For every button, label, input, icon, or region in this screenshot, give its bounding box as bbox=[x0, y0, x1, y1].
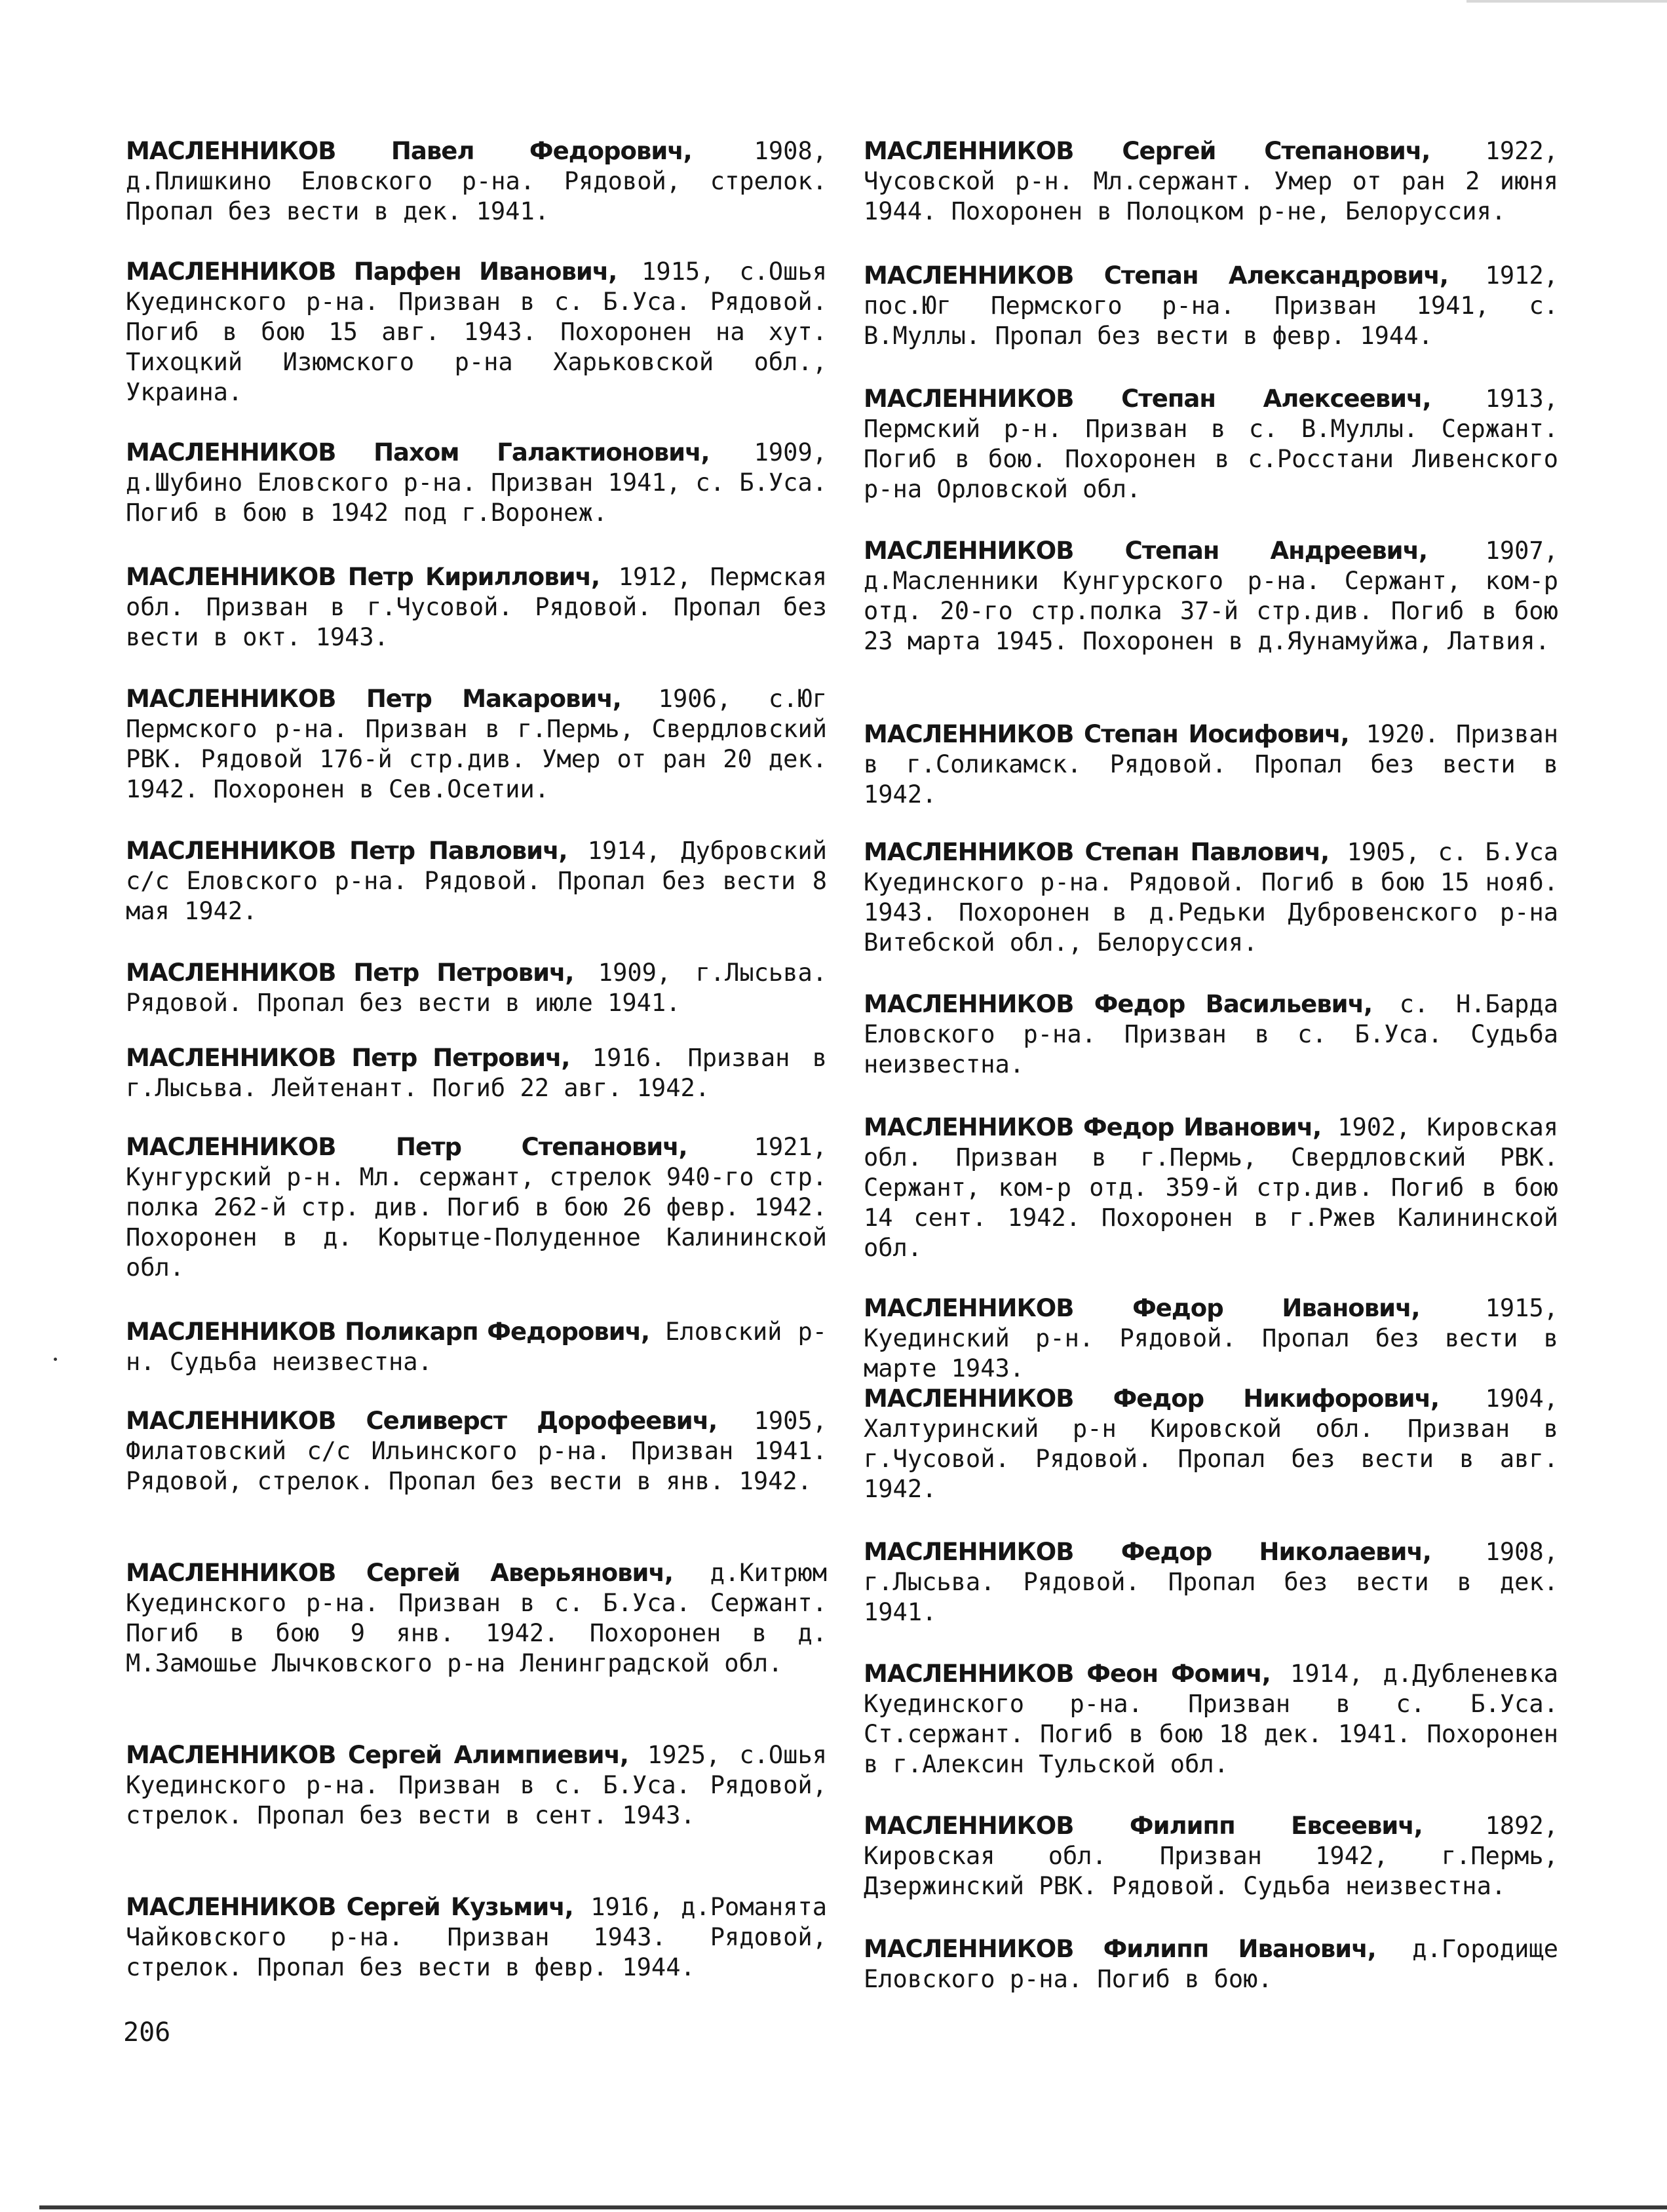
entry bbox=[126, 1740, 827, 1831]
entry bbox=[864, 1537, 1558, 1628]
entry-text: 1913, Пермский р-н. Призван в с. В.Муллы. Сержант. Погиб в бою. Похоронен в с.Росстани Ливенского р-на Орловской обл. bbox=[864, 385, 1558, 503]
bottom-edge-rule bbox=[39, 2205, 1667, 2209]
entry-name: МАСЛЕННИКОВ Степан Алексеевич, bbox=[864, 385, 1431, 413]
entry-name: МАСЛЕННИКОВ Федор Иванович, bbox=[864, 1294, 1420, 1322]
entry-name: МАСЛЕННИКОВ Федор Васильевич, bbox=[864, 990, 1373, 1018]
entry-name: МАСЛЕННИКОВ Степан Павлович, bbox=[864, 838, 1330, 866]
entry-name: МАСЛЕННИКОВ Селиверст Дорофеевич, bbox=[126, 1407, 718, 1435]
top-edge-rule bbox=[1466, 0, 1667, 3]
entry-text: 1915, Куединский р-н. Рядовой. Пропал без вести в марте 1943. bbox=[864, 1294, 1559, 1382]
entry bbox=[864, 719, 1558, 810]
entry bbox=[126, 958, 827, 1018]
entry-name: МАСЛЕННИКОВ Павел Федорович, bbox=[126, 137, 692, 165]
entry-name: МАСЛЕННИКОВ Петр Петрович, bbox=[126, 959, 574, 987]
entry bbox=[864, 1293, 1558, 1384]
entry bbox=[864, 536, 1558, 657]
entry bbox=[864, 837, 1558, 958]
entry bbox=[864, 384, 1558, 505]
entry-name: МАСЛЕННИКОВ Петр Павлович, bbox=[126, 837, 567, 865]
entry-text: 1916, д.Романята Чайковского р-на. Призван 1943. Рядовой, стрелок. Пропал без вести в февр. 1944. bbox=[126, 1893, 827, 1981]
entry-text: 1921, Кунгурский р-н. Мл. сержант, стрелок 940-го стр. полка 262-й стр. див. Погиб в бою 26 февр. 1942. Похоронен в д. Корытце-Полуденное Калининской обл. bbox=[126, 1133, 828, 1282]
entry-text: 1912, пос.Юг Пермского р-на. Призван 1941, с. В.Муллы. Пропал без вести в февр. 1944. bbox=[864, 261, 1559, 350]
entry bbox=[126, 1043, 827, 1103]
entry-text: 1905, Филатовский с/с Ильинского р-на. Призван 1941. Рядовой, стрелок. Пропал без вести в янв. 1942. bbox=[126, 1407, 827, 1495]
entry bbox=[126, 438, 827, 528]
entry-name: МАСЛЕННИКОВ Федор Иванович, bbox=[864, 1113, 1322, 1141]
entry-name: МАСЛЕННИКОВ Парфен Иванович, bbox=[126, 257, 617, 286]
entry-text: 1904, Халтуринский р-н Кировской обл. Призван в г.Чусовой. Рядовой. Пропал без вести в авг. 1942. bbox=[864, 1384, 1558, 1503]
entry bbox=[126, 1317, 827, 1377]
entry-text: 1907, д.Масленники Кунгурского р-на. Сержант, ком-р отд. 20-го стр.полка 37-й стр.див. Погиб в бою 23 марта 1945. Похоронен в д.Яунамуйжа, Латвия. bbox=[864, 537, 1559, 655]
entry bbox=[864, 1113, 1558, 1263]
entry-name: МАСЛЕННИКОВ Сергей Степанович, bbox=[864, 137, 1430, 165]
entry-name: МАСЛЕННИКОВ Степан Иосифович, bbox=[864, 720, 1349, 748]
entry-text: 1909, д.Шубино Еловского р-на. Призван 1941, с. Б.Уса. Погиб в бою в 1942 под г.Воронеж. bbox=[126, 438, 828, 527]
entry-text: 1914, Дубровский с/с Еловского р-на. Рядовой. Пропал без вести 8 мая 1942. bbox=[126, 837, 827, 925]
entry-name: МАСЛЕННИКОВ Петр Кириллович, bbox=[126, 563, 600, 591]
entry-name: МАСЛЕННИКОВ Петр Степанович, bbox=[126, 1133, 687, 1161]
entry bbox=[126, 1406, 827, 1497]
entry-name: МАСЛЕННИКОВ Федор Николаевич, bbox=[864, 1538, 1431, 1566]
entry-text: д.Китрюм Куединского р-на. Призван в с. Б.Уса. Сержант. Погиб в бою 9 янв. 1942. Похоронен в д. М.Замошье Лычковского р-на Ленинградской обл. bbox=[126, 1559, 827, 1677]
entry-text: с. Н.Барда Еловского р-на. Призван в с. Б.Уса. Судьба неизвестна. bbox=[864, 990, 1558, 1078]
entry-name: МАСЛЕННИКОВ Петр Макарович, bbox=[126, 685, 621, 713]
entry bbox=[864, 261, 1558, 351]
entry-name: МАСЛЕННИКОВ Сергей Кузьмич, bbox=[126, 1893, 573, 1921]
entry bbox=[126, 562, 827, 653]
entry-text: 1920. Призван в г.Соликамск. Рядовой. Пропал без вести в 1942. bbox=[864, 720, 1558, 809]
entry-text: 1914, д.Дубленевка Куединского р-на. Призван в с. Б.Уса. Ст.сержант. Погиб в бою 18 дек. 1941. Похоронен в г.Алексин Тульской обл. bbox=[864, 1660, 1558, 1778]
entry-name: МАСЛЕННИКОВ Поликарп Федорович, bbox=[126, 1318, 650, 1346]
entry-name: МАСЛЕННИКОВ Пахом Галактионович, bbox=[126, 438, 710, 467]
entry bbox=[126, 836, 827, 926]
entry-text: 1908, г.Лысьва. Рядовой. Пропал без вести в дек. 1941. bbox=[864, 1538, 1558, 1626]
entry-text: Еловский р-н. Судьба неизвестна. bbox=[126, 1318, 827, 1376]
entry bbox=[864, 1384, 1558, 1504]
entry-name: МАСЛЕННИКОВ Сергей Аверьянович, bbox=[126, 1559, 673, 1587]
entry bbox=[864, 1934, 1558, 1994]
entry-text: 1905, с. Б.Уса Куединского р-на. Рядовой. Погиб в бою 15 нояб. 1943. Похоронен в д.Редьки Дубровенского р-на Витебской обл., Белоруссия. bbox=[864, 838, 1559, 957]
entry-text: 1909, г.Лысьва. Рядовой. Пропал без вести в июле 1941. bbox=[126, 959, 827, 1017]
entry bbox=[126, 1892, 827, 1983]
entry-name: МАСЛЕННИКОВ Филипп Евсеевич, bbox=[864, 1812, 1423, 1840]
entry-name: МАСЛЕННИКОВ Филипп Иванович, bbox=[864, 1935, 1376, 1963]
entry-name: МАСЛЕННИКОВ Федор Никифорович, bbox=[864, 1384, 1440, 1413]
entry bbox=[864, 1659, 1558, 1780]
entry-text: 1922, Чусовской р-н. Мл.сержант. Умер от ран 2 июня 1944. Похоронен в Полоцком р-не, Белоруссия. bbox=[864, 137, 1559, 225]
entry-name: МАСЛЕННИКОВ Феон Фомич, bbox=[864, 1660, 1271, 1688]
entry bbox=[126, 257, 827, 408]
entry-text: д.Городище Еловского р-на. Погиб в бою. bbox=[864, 1935, 1558, 1993]
scan-speck bbox=[54, 1358, 57, 1361]
entry-text: 1916. Призван в г.Лысьва. Лейтенант. Погиб 22 авг. 1942. bbox=[126, 1044, 827, 1102]
entry-text: 1925, с.Ошья Куединского р-на. Призван в с. Б.Уса. Рядовой, стрелок. Пропал без вести в сент. 1943. bbox=[126, 1741, 828, 1829]
entry bbox=[864, 1811, 1558, 1901]
entry-text: 1902, Кировская обл. Призван в г.Пермь, Свердловский РВК. Сержант, ком-р отд. 359-й стр.див. Погиб в бою 14 сент. 1942. Похоронен в г.Ржев Калининской обл. bbox=[864, 1113, 1558, 1262]
page-number: 206 bbox=[123, 2017, 171, 2048]
entry bbox=[126, 136, 827, 227]
entry-name: МАСЛЕННИКОВ Степан Андреевич, bbox=[864, 537, 1428, 565]
entry-name: МАСЛЕННИКОВ Петр Петрович, bbox=[126, 1044, 570, 1072]
entry bbox=[126, 684, 827, 805]
entry-name: МАСЛЕННИКОВ Степан Александрович, bbox=[864, 261, 1448, 290]
entry-text: 1906, с.Юг Пермского р-на. Призван в г.Пермь, Свердловский РВК. Рядовой 176-й стр.див. Умер от ран 20 дек. 1942. Похоронен в Сев.Осетии. bbox=[126, 685, 827, 803]
entry-name: МАСЛЕННИКОВ Сергей Алимпиевич, bbox=[126, 1741, 628, 1769]
entry bbox=[864, 989, 1558, 1080]
entry bbox=[864, 136, 1558, 227]
entry-text: 1915, с.Ошья Куединского р-на. Призван в с. Б.Уса. Рядовой. Погиб в бою 15 авг. 1943. Похоронен на хут. Тихоцкий Изюмского р-на Харьковской обл., Украина. bbox=[126, 257, 827, 406]
entry bbox=[126, 1132, 827, 1283]
entry bbox=[126, 1558, 827, 1679]
entry-text: 1912, Пермская обл. Призван в г.Чусовой. Рядовой. Пропал без вести в окт. 1943. bbox=[126, 563, 827, 651]
entry-text: 1892, Кировская обл. Призван 1942, г.Пермь, Дзержинский РВК. Рядовой. Судьба неизвестна. bbox=[864, 1812, 1558, 1900]
entry-text: 1908, д.Плишкино Еловского р-на. Рядовой, стрелок. Пропал без вести в дек. 1941. bbox=[126, 137, 827, 225]
